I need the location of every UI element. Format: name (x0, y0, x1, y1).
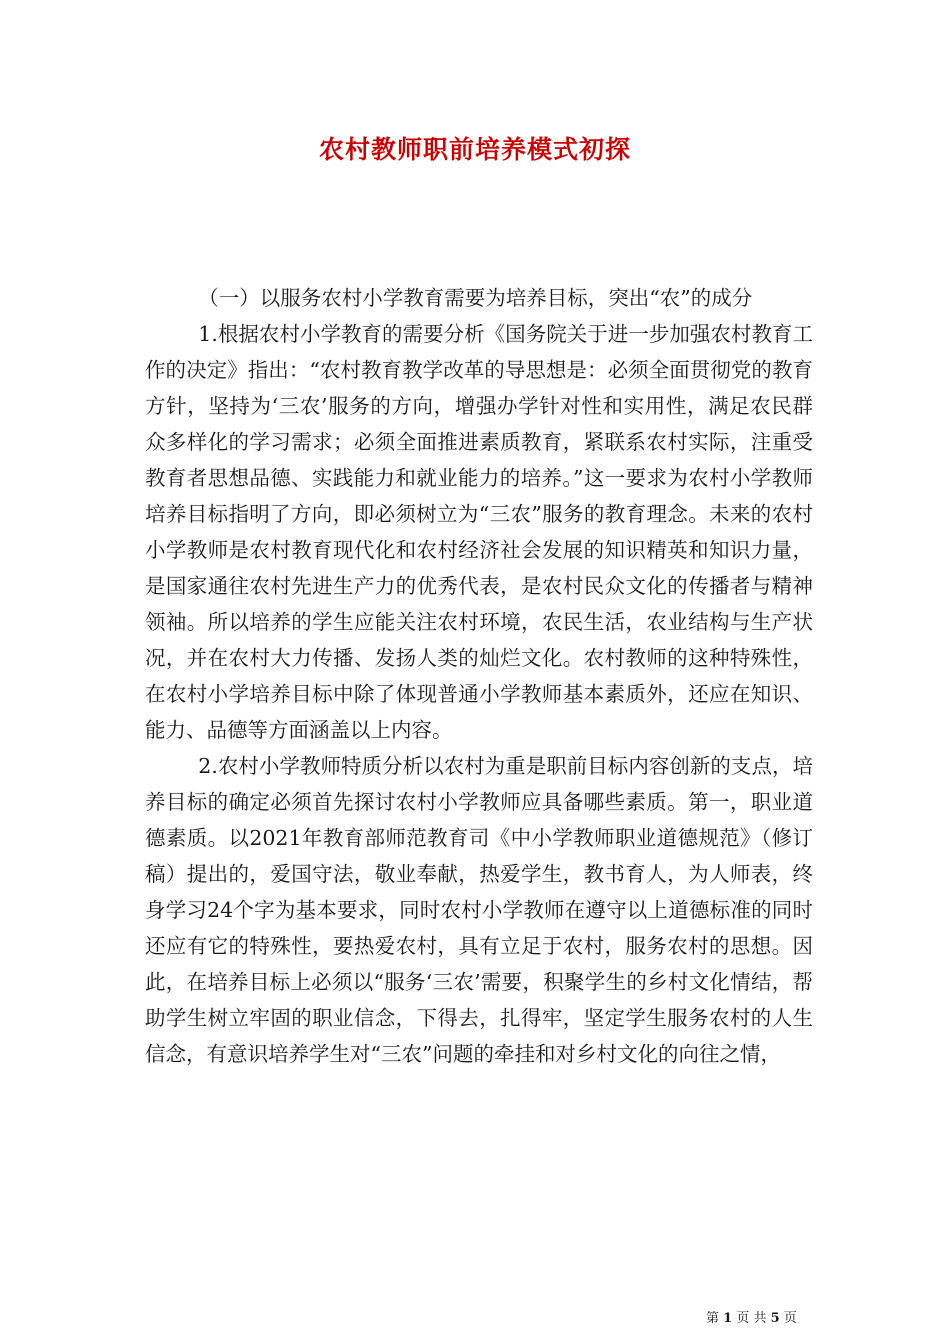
section-heading-paragraph: （一）以服务农村小学教育需要为培养目标，突出“农”的成分 (198, 286, 753, 310)
current-page-number: 1 (723, 1311, 733, 1326)
footer-suffix: 页 (783, 1311, 797, 1326)
footer-prefix: 第 (706, 1311, 720, 1326)
total-pages-number: 5 (770, 1311, 780, 1326)
body-paragraph: 1.根据农村小学教育的需要分析《国务院关于进一步加强农村教育工作的决定》指出：“农村教育教学改革的导思想是：必须全面贯彻党的教育方针，坚持为‘三农’服务的方向，增强办学针对性和实用性，满足农民群众多样化的学习需求；必须全面推进素质教育，紧联系农村实际，注重受教育者思想品德、实践能力和就业能力的培养。”这一要求为农村小学教师培养目标指明了方向，即必须树立为“三农”服务的教育理念。未来的农村小学教师是农村教育现代化和农村经济社会发展的知识精英和知识力量，是国家通往农村先进生产力的优秀代表，是农村民众文化的传播者与精神领袖。所以培养的学生应能关注农村环境，农民生活，农业结构与生产状况，并在农村大力传播、发扬人类的灿烂文化。农村教师的这种特殊性，在农村小学培养目标中除了体现普通小学教师基本素质外，还应在知识、能力、品德等方面涵盖以上内容。 (145, 322, 813, 742)
footer-middle: 页 共 (736, 1311, 767, 1326)
document-title: 农村教师职前培养模式初探 (318, 135, 631, 164)
document-body (145, 280, 813, 1072)
body-paragraph: 2.农村小学教师特质分析以农村为重是职前目标内容创新的支点，培养目标的确定必须首先探讨农村小学教师应具备哪些素质。第一，职业道德素质。以2021年教育部师范教育司《中小学教师职业道德规范》（修订稿）提出的，爱国守法，敬业奉献，热爱学生，教书育人，为人师表，终身学习24个字为基本要求，同时农村小学教师在遵守以上道德标准的同时还应有它的特殊性，要热爱农村，具有立足于农村，服务农村的思想。因此，在培养目标上必须以“服务‘三农’需要，积聚学生的乡村文化情结，帮助学生树立牢固的职业信念，下得去，扎得牢，坚定学生服务农村的人生信念，有意识培养学生对“三农”问题的牵挂和对乡村文化的向往之情， (145, 754, 813, 1066)
page-footer (706, 1307, 797, 1326)
